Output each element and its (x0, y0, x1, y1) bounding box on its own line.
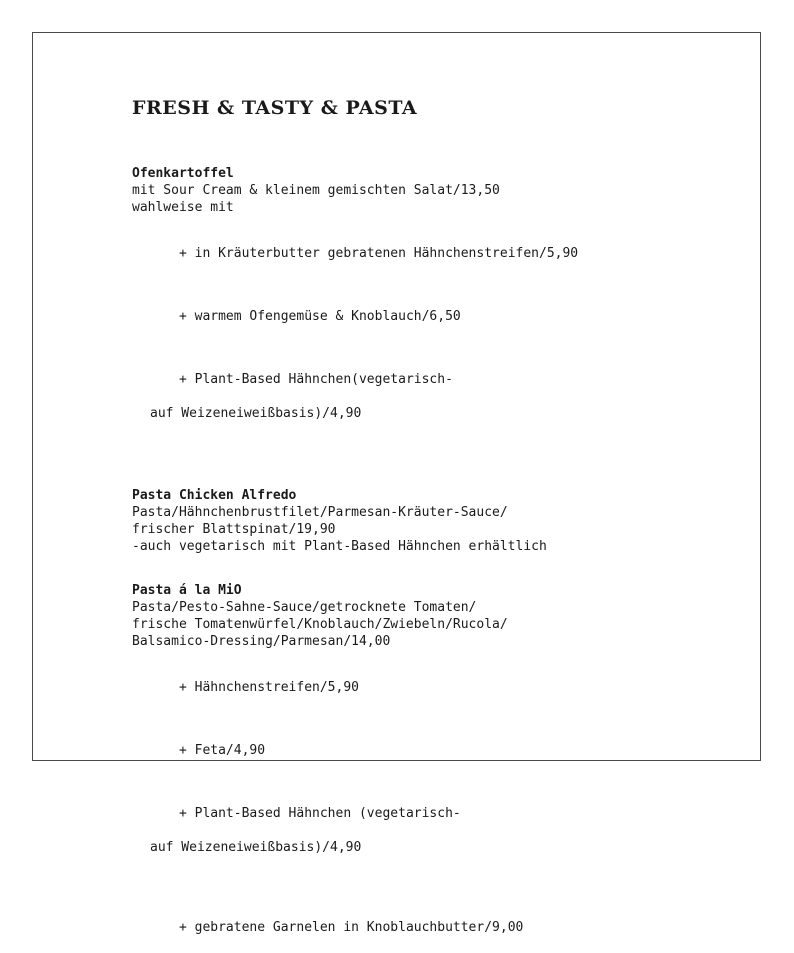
addon-text: + Hähnchenstreifen/5,90 (178, 680, 359, 695)
addon-option (132, 902, 742, 953)
addon-text: + gebratene Garnelen in Knoblauchbutter/9,00 (178, 920, 524, 935)
dish-title: Ofenkartoffel (132, 166, 234, 181)
addon-text: + warmem Ofengemüse & Knoblauch/6,50 (178, 309, 461, 324)
dish-description: frische Tomatenwürfel/Knoblauch/Zwiebeln/Rucola/ (132, 617, 508, 632)
menu-heading: FRESH & TASTY & PASTA (132, 97, 418, 119)
dish-description: Balsamico-Dressing/Parmesan/14,00 (132, 634, 391, 649)
addon-text: + Feta/4,90 (178, 743, 266, 758)
dish-title: Pasta Chicken Alfredo (132, 488, 297, 503)
dish-description: mit Sour Cream & kleinem gemischten Salat/13,50 (132, 183, 500, 198)
menu-item-pasta-a-la-mio (132, 582, 742, 953)
addon-option (132, 662, 742, 713)
dish-title: Pasta á la MiO (132, 583, 242, 598)
addon-text-continued: auf Weizeneiweißbasis)/4,90 (150, 406, 362, 421)
addon-text: + Plant-Based Hähnchen (vegetarisch- (178, 806, 461, 821)
addon-option (132, 788, 742, 890)
addon-text: + in Kräuterbutter gebratenen Hähnchenstreifen/5,90 (178, 246, 579, 261)
addon-option (132, 291, 742, 342)
dish-note: -auch vegetarisch mit Plant-Based Hähnchen erhältlich (132, 539, 547, 554)
addon-text-continued: auf Weizeneiweißbasis)/4,90 (150, 840, 362, 855)
dish-description: Pasta/Hähnchenbrustfilet/Parmesan-Kräuter-Sauce/ (132, 505, 508, 520)
addon-option (132, 354, 742, 456)
dish-description: Pasta/Pesto-Sahne-Sauce/getrocknete Tomaten/ (132, 600, 477, 615)
dish-description: wahlweise mit (132, 200, 234, 215)
menu-content (132, 96, 742, 953)
menu-item-ofenkartoffel (132, 165, 742, 456)
addon-option (132, 725, 742, 776)
menu-item-pasta-chicken-alfredo (132, 487, 742, 555)
addon-option (132, 228, 742, 279)
addon-text: + Plant-Based Hähnchen(vegetarisch- (178, 372, 453, 387)
dish-description: frischer Blattspinat/19,90 (132, 522, 336, 537)
